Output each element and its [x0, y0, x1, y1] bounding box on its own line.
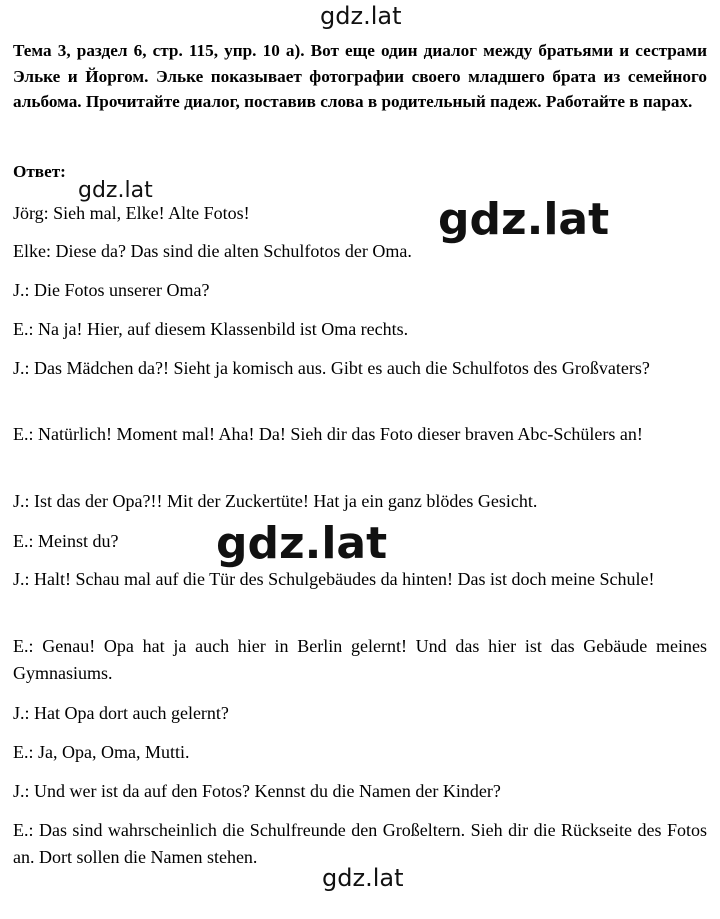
watermark-bottom: gdz.lat: [322, 864, 404, 892]
task-statement: Тема 3, раздел 6, стр. 115, упр. 10 а). Вот еще один диалог между братьями и сестрами Эльке и Йоргом. Эльке показывает фотографии своего младшего брата из семейного альбома. Прочитайте диалог, поставив слова в родительный падеж. Работайте в парах.: [13, 41, 707, 111]
watermark-large: gdz.lat: [216, 518, 388, 569]
dialogue-line: Elke: Diese da? Das sind die alten Schulfotos der Oma.: [13, 241, 412, 261]
dialogue-line: E.: Das sind wahrscheinlich die Schulfreunde den Großeltern. Sieh dir die Rückseite des Fotos an. Dort sollen die Namen stehen.: [13, 820, 707, 867]
dialogue-line: J.: Hat Opa dort auch gelernt?: [13, 703, 229, 723]
watermark-small: gdz.lat: [78, 178, 153, 203]
dialogue-line: J.: Und wer ist da auf den Fotos? Kennst du die Namen der Kinder?: [13, 781, 501, 801]
dialogue-line: E.: Natürlich! Moment mal! Aha! Da! Sieh dir das Foto dieser braven Abc-Schülers an!: [13, 424, 643, 444]
watermark-large: gdz.lat: [438, 194, 610, 245]
watermark-top: gdz.lat: [320, 2, 402, 30]
dialogue-line: J.: Ist das der Opa?!! Mit der Zuckertüte! Hat ja ein ganz blödes Gesicht.: [13, 491, 538, 511]
dialogue-line: E.: Na ja! Hier, auf diesem Klassenbild ist Oma rechts.: [13, 319, 409, 339]
dialogue-line: E.: Meinst du?: [13, 531, 119, 551]
dialogue-line: J.: Das Mädchen da?! Sieht ja komisch aus. Gibt es auch die Schulfotos des Großvaters?: [13, 358, 650, 378]
answer-label: Ответ:: [13, 162, 66, 181]
dialogue-line: E.: Genau! Opa hat ja auch hier in Berlin gelernt! Und das hier ist das Gebäude meines Gymnasiums.: [13, 636, 707, 683]
dialogue-line: J.: Die Fotos unserer Oma?: [13, 280, 210, 300]
dialogue-line: J.: Halt! Schau mal auf die Tür des Schulgebäudes da hinten! Das ist doch meine Schule!: [13, 569, 655, 589]
dialogue-line: E.: Ja, Opa, Oma, Mutti.: [13, 742, 190, 762]
dialogue-line: Jörg: Sieh mal, Elke! Alte Fotos!: [13, 203, 250, 223]
